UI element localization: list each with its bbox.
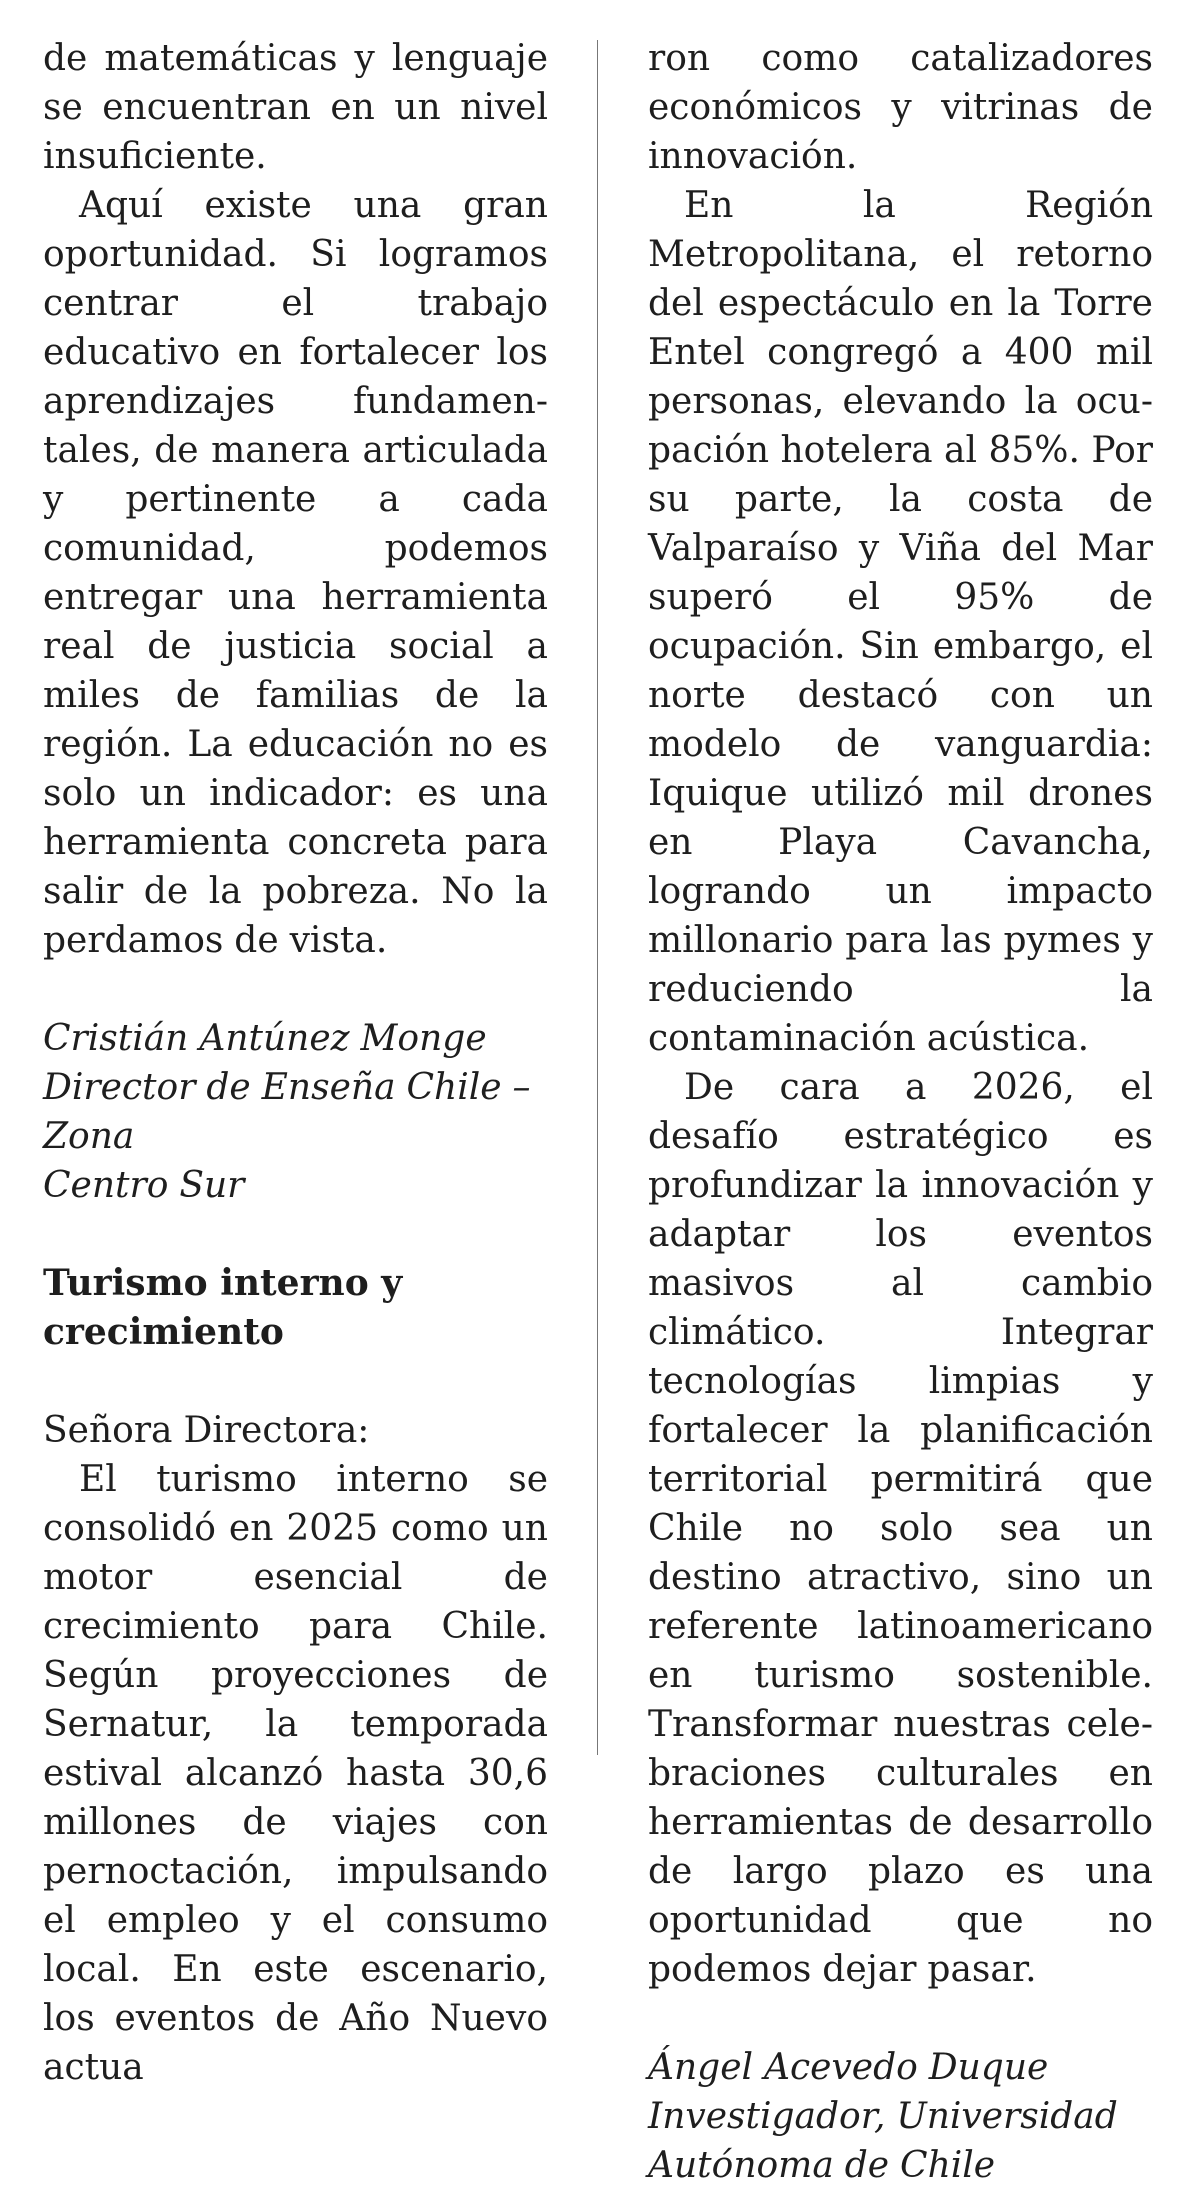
spacer — [43, 1210, 548, 1259]
intro-paragraph: de matemáticas y lenguaje se encuentran en un nivel insuficiente. — [43, 38, 548, 177]
education-paragraph: Aquí existe una gran oportunidad. Si logramos centrar el trabajo educativo en fortalecer los aprendizajes fundamentales, de manera articulada y pertinente a cada comunidad, podemos entregar una herramienta real de justicia social a miles de familias de la región. La educación no es solo un indicador: es una herramienta concreta para salir de la pobreza. No la perdamos de vista. — [43, 185, 548, 961]
tourism-paragraph-1: El turismo interno se consolidó en 2025 como un motor esencial de crecimiento para Chile. Según proyecciones de Sernatur, la temporada estival alcanzó hasta 30,6 millones de viajes con pernoctación, impulsando el empleo y el consumo local. En este escenario, los eventos de Año Nuevo actua — [43, 1459, 548, 2088]
signature-role-line-2: Centro Sur — [43, 1165, 245, 1206]
letter-title-line-2: crecimiento — [43, 1311, 284, 1353]
signature-name: Cristián Antúnez Monge — [43, 1018, 487, 1059]
signature-role-line-2: Autónoma de Chile — [648, 2145, 996, 2186]
continuation-paragraph: ron como catalizadores económicos y vitrinas de innovación. — [648, 38, 1153, 177]
tourism-paragraph-3: De cara a 2026, el desafío estratégico es profundizar la innovación y adaptar los eventos masivos al cambio climático. Integrar tecnologías limpias y fortalecer la planificación territorial permitirá que Chile no solo sea un destino atractivo, sino un referente latinoamericano en turismo sostenible. Transformar nuestras celebraciones culturales en herramientas de desarrollo de largo plazo es una oportunidad que no podemos dejar pasar. — [648, 1067, 1153, 1990]
signature-role-line-1: Director de Enseña Chile – Zona — [43, 1067, 531, 1157]
letter-title-line-1: Turismo interno y — [43, 1262, 403, 1304]
left-column — [43, 34, 548, 2092]
tourism-paragraph-2: En la Región Metropolitana, el retorno del espectáculo en la Torre Entel congregó a 400 mil personas, elevando la ocupación hotelera al 85%. Por su parte, la costa de Valparaíso y Viña del Mar superó el 95% de ocupación. Sin embargo, el norte destacó con un modelo de vanguardia: Iquique utilizó mil drones en Playa Cavancha, logrando un impacto millonario para las pymes y reduciendo la contaminación acústica. — [648, 185, 1153, 1059]
spacer — [43, 965, 548, 1014]
spacer — [648, 1994, 1153, 2043]
spacer — [43, 1357, 548, 1406]
right-column — [648, 34, 1153, 2190]
column-divider — [597, 40, 598, 1755]
signature-role-line-1: Investigador, Universidad — [648, 2096, 1118, 2137]
signature-name: Ángel Acevedo Duque — [648, 2047, 1049, 2088]
salutation: Señora Directora: — [43, 1410, 370, 1451]
